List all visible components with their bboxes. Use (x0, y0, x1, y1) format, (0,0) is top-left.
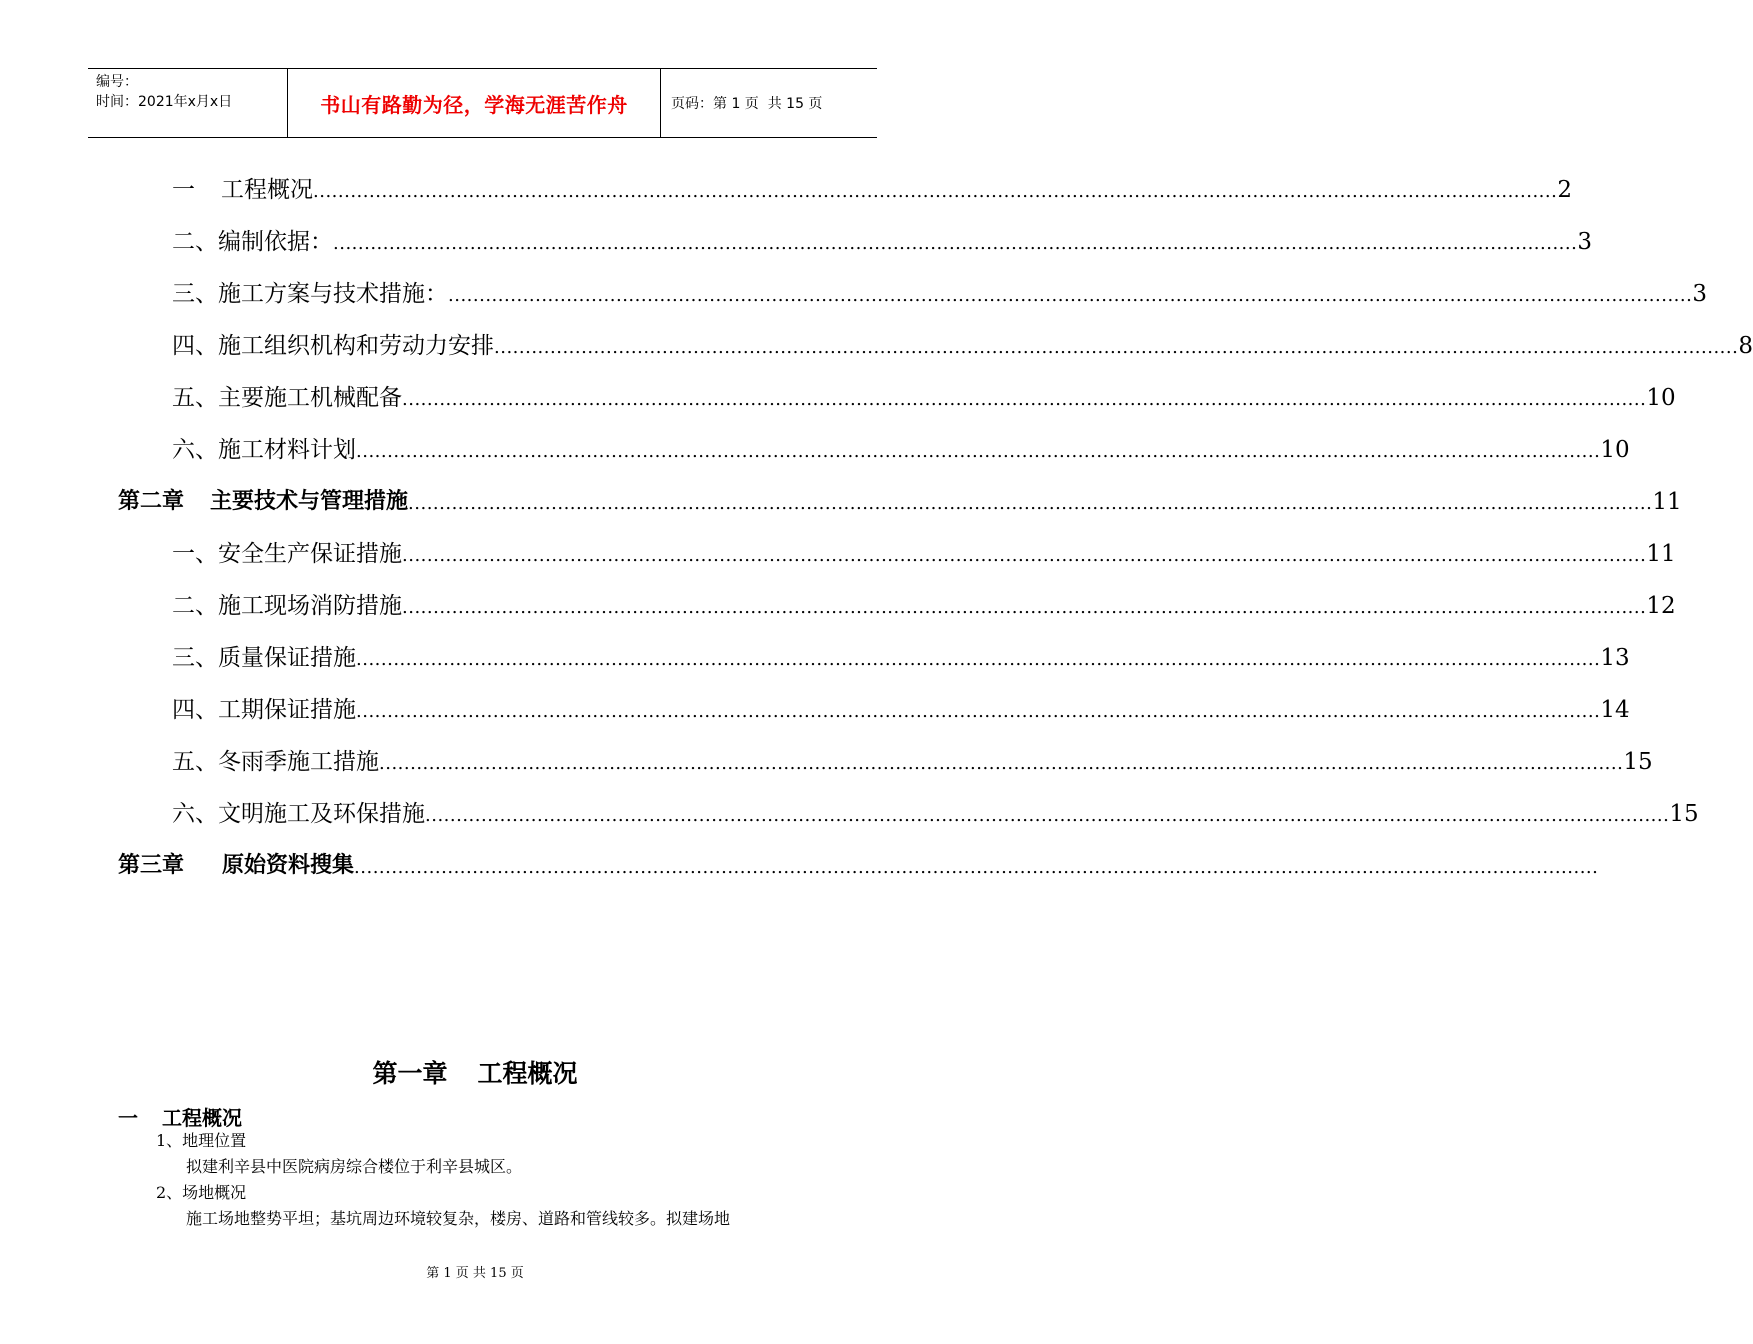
body-line: 1、地理位置 (156, 1131, 247, 1150)
toc-entry[interactable] (0, 477, 1682, 517)
body-line: 拟建利辛县中医院病房综合楼位于利辛县城区。 (186, 1157, 523, 1176)
toc-entry[interactable] (0, 321, 1753, 361)
toc-entry[interactable] (0, 737, 1653, 777)
toc-entry[interactable] (0, 217, 1592, 257)
toc-entry-page: 2 (1557, 177, 1572, 203)
toc-entry-title: 质量保证措施 (218, 645, 356, 671)
toc-entry[interactable] (0, 841, 1599, 881)
toc-leader-dots: ........................................................................................................................................................................................................ (402, 545, 1647, 566)
toc-entry-label (172, 643, 356, 673)
toc-entry-page: 11 (1652, 489, 1682, 515)
header-info (88, 69, 288, 137)
toc-entry-page: 10 (1600, 437, 1630, 463)
header-page-cell (661, 69, 877, 137)
header-motto-cell (288, 69, 661, 137)
toc-leader-dots: ........................................................................................................................................................................................................ (448, 285, 1693, 306)
toc-entry-number: 第三章 (118, 853, 185, 878)
toc-entry[interactable] (0, 789, 1699, 829)
toc-entry-number: 三、 (172, 281, 218, 307)
toc-entry-title: 编制依据： (218, 229, 333, 255)
toc-entry-page: 8 (1738, 333, 1753, 359)
toc-entry-label (172, 695, 356, 725)
toc-entry-number: 六、 (172, 437, 218, 463)
toc-entry-page: 14 (1600, 697, 1630, 723)
toc-entry-number: 一、 (172, 541, 218, 567)
toc-entry-page: 3 (1692, 281, 1707, 307)
toc-entry-label (172, 747, 379, 777)
toc-entry-page: 15 (1623, 749, 1653, 775)
toc-entry-label (118, 851, 354, 881)
toc-leader-dots: ........................................................................................................................................................................................................ (354, 857, 1599, 878)
toc-entry[interactable] (0, 685, 1630, 725)
chapter-name: 工程概况 (477, 1059, 578, 1088)
toc-entry-label (172, 227, 333, 257)
section-heading (118, 1102, 242, 1131)
toc-leader-dots: ........................................................................................................................................................................................................ (356, 649, 1601, 670)
page-footer (0, 1262, 950, 1281)
toc-entry[interactable] (0, 165, 1572, 205)
footer-page-number: 第 1 页 共 15 页 (426, 1266, 524, 1281)
toc-entry-title: 安全生产保证措施 (218, 541, 402, 567)
toc-entry[interactable] (0, 581, 1676, 621)
toc-entry-page: 3 (1577, 229, 1592, 255)
toc-entry-number: 五、 (172, 749, 218, 775)
toc-entry-number: 一 (172, 177, 195, 203)
toc-entry-title: 原始资料搜集 (222, 853, 355, 878)
toc-entry-title: 工期保证措施 (218, 697, 356, 723)
toc-entry-title: 施工组织机构和劳动力安排 (218, 333, 494, 359)
toc-entry-title: 主要施工机械配备 (218, 385, 402, 411)
toc-entry-label (172, 383, 402, 413)
toc-entry-page: 12 (1646, 593, 1676, 619)
toc-entry-title: 主要技术与管理措施 (210, 489, 409, 514)
toc-entry-label (172, 799, 425, 829)
toc-entry-number: 六、 (172, 801, 218, 827)
toc-leader-dots: ........................................................................................................................................................................................................ (356, 701, 1601, 722)
toc-entry-number: 二、 (172, 229, 218, 255)
toc-entry-label (172, 175, 313, 205)
toc-leader-dots: ........................................................................................................................................................................................................ (425, 805, 1670, 826)
toc-entry-number: 四、 (172, 333, 218, 359)
page-header (88, 68, 877, 138)
toc-entry-page: 11 (1646, 541, 1676, 567)
body-line: 施工场地整势平坦；基坑周边环境较复杂，楼房、道路和管线较多。拟建场地 (186, 1209, 731, 1228)
toc-entry[interactable] (0, 633, 1630, 673)
toc-entry-label (172, 331, 494, 361)
section-number: 一 (118, 1106, 138, 1130)
toc-entry-number: 二、 (172, 593, 218, 619)
toc-leader-dots: ........................................................................................................................................................................................................ (333, 233, 1578, 254)
chapter-number: 第一章 (372, 1059, 448, 1088)
section-name: 工程概况 (162, 1106, 242, 1130)
toc-entry-label (172, 435, 356, 465)
toc-entry-label (172, 591, 402, 621)
chapter-title (0, 1054, 950, 1090)
page-count-label: 页码：第 1 页 共 15 页 (671, 96, 823, 112)
motto-text: 书山有路勤为径，学海无涯苦作舟 (320, 92, 628, 117)
toc-entry[interactable] (0, 269, 1707, 309)
toc-leader-dots: ........................................................................................................................................................................................................ (402, 389, 1647, 410)
toc-entry-page: 15 (1669, 801, 1699, 827)
toc-entry-title: 施工材料计划 (218, 437, 356, 463)
toc-entry-number: 三、 (172, 645, 218, 671)
time-label: 时间：2021年x月x日 (96, 94, 233, 110)
toc-entry-label (172, 539, 402, 569)
toc-entry-title: 施工方案与技术措施： (218, 281, 448, 307)
toc-entry-title: 文明施工及环保措施 (218, 801, 425, 827)
doc-number-label: 编号： (96, 74, 138, 90)
toc-entry-number: 四、 (172, 697, 218, 723)
toc-entry-label (118, 487, 408, 517)
toc-entry-label (172, 279, 448, 309)
toc-entry[interactable] (0, 529, 1676, 569)
toc-leader-dots: ........................................................................................................................................................................................................ (379, 753, 1624, 774)
toc-leader-dots: ........................................................................................................................................................................................................ (313, 181, 1558, 202)
toc-entry-page: 10 (1646, 385, 1676, 411)
body-line: 2、场地概况 (156, 1183, 247, 1202)
toc-entry-number: 第二章 (118, 489, 185, 514)
toc-entry-title: 工程概况 (221, 177, 313, 203)
toc-entry[interactable] (0, 373, 1676, 413)
toc-leader-dots: ........................................................................................................................................................................................................ (408, 493, 1653, 514)
toc-entry-page: 13 (1600, 645, 1630, 671)
toc-leader-dots: ........................................................................................................................................................................................................ (356, 441, 1601, 462)
toc-entry-number: 五、 (172, 385, 218, 411)
toc-leader-dots: ........................................................................................................................................................................................................ (494, 337, 1739, 358)
toc-entry-title: 冬雨季施工措施 (218, 749, 379, 775)
toc-entry[interactable] (0, 425, 1630, 465)
toc-leader-dots: ........................................................................................................................................................................................................ (402, 597, 1647, 618)
toc-entry-title: 施工现场消防措施 (218, 593, 402, 619)
